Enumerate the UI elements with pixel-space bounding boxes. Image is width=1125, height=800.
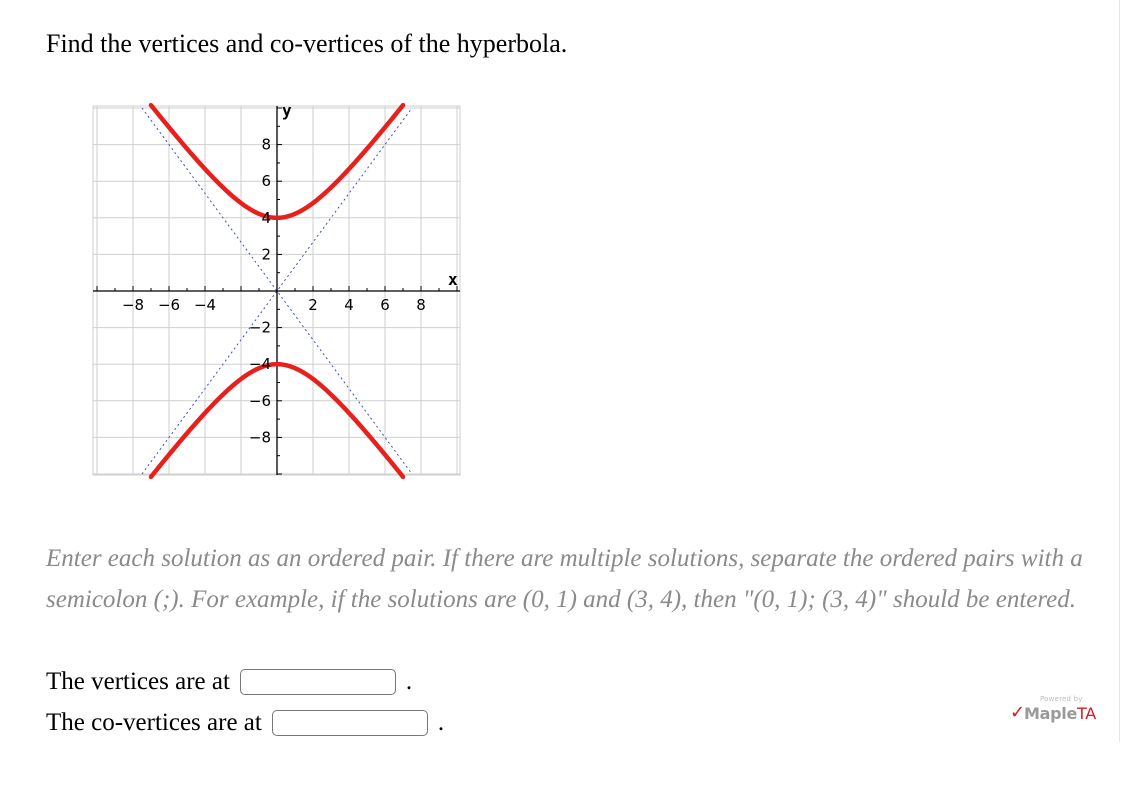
x-tick-label: −8 [121,296,145,314]
vertices-input[interactable] [240,669,396,695]
y-tick-label: −6 [248,391,271,410]
question-text: Find the vertices and co-vertices of the hyperbola. [46,29,568,58]
x-axis-label: x [448,270,458,289]
covertices-row [46,707,444,739]
y-axis-label: y [282,101,292,120]
maplesta-logo [1010,695,1110,729]
axes [93,106,460,475]
covertices-input[interactable] [272,710,428,736]
vertices-row [46,666,412,698]
instructions-text: Enter each solution as an ordered pair. If there are multiple solutions, separate the ordered pairs with a semicolon (;). For example, if the solutions are (0, 1) and (3, 4), then "(0, 1); (3, 4)" should be entered. [46,545,1083,613]
x-tick-label: −4 [193,296,217,314]
vertices-period: . [405,668,413,695]
x-tick-label: 6 [380,296,390,314]
y-tick-label: 8 [261,135,271,154]
x-tick-label: 2 [308,296,318,314]
y-tick-label: 4 [261,208,271,227]
x-tick-label: 4 [344,296,354,314]
y-tick-label: 2 [261,245,271,264]
ta-text: TA [1077,704,1096,723]
graph-canvas [90,100,462,480]
y-tick-label: −4 [248,355,271,374]
covertices-label: The co-vertices are at [46,709,262,736]
x-tick-label: 8 [416,296,426,314]
maplesta-wordmark [1024,704,1096,724]
y-tick-label: 6 [261,172,271,191]
checkmark-icon: ✓ [1010,702,1026,723]
hyperbola-graph [90,100,462,480]
covertices-period: . [437,709,445,736]
tick-labels [122,101,458,446]
vertices-label: The vertices are at [46,668,230,695]
x-tick-label: −6 [157,296,181,314]
y-tick-label: −8 [248,428,271,447]
y-tick-label: −2 [248,318,271,337]
maple-text: Maple [1024,704,1078,723]
powered-by-text: Powered by [1040,695,1083,703]
